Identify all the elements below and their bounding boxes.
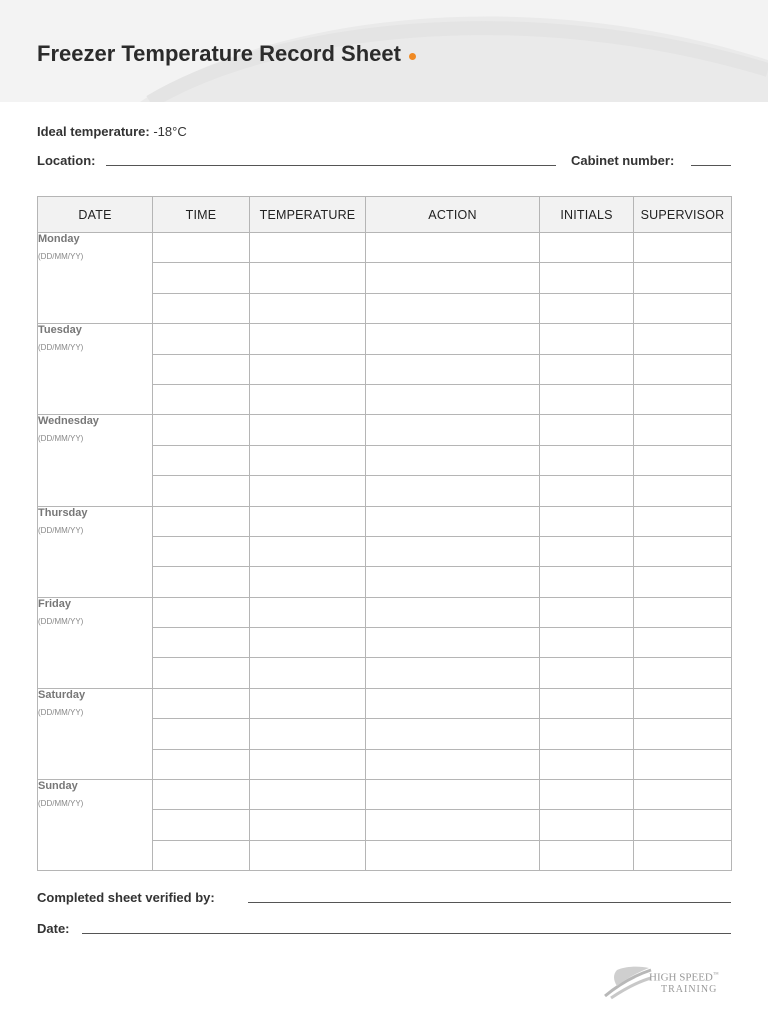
- day-name: Tuesday: [38, 324, 82, 337]
- table-row: [38, 415, 732, 445]
- time-cell[interactable]: [153, 688, 250, 718]
- initials-cell[interactable]: [540, 506, 634, 536]
- initials-cell[interactable]: [540, 324, 634, 354]
- supervisor-cell[interactable]: [634, 567, 732, 597]
- initials-cell[interactable]: [540, 445, 634, 475]
- supervisor-cell[interactable]: [634, 810, 732, 840]
- action-cell[interactable]: [366, 415, 540, 445]
- supervisor-cell[interactable]: [634, 324, 732, 354]
- time-cell[interactable]: [153, 749, 250, 779]
- table-row: [38, 324, 732, 354]
- supervisor-cell[interactable]: [634, 445, 732, 475]
- supervisor-cell[interactable]: [634, 628, 732, 658]
- time-cell[interactable]: [153, 324, 250, 354]
- action-cell[interactable]: [366, 780, 540, 810]
- ideal-temperature-label: Ideal temperature:: [37, 124, 150, 139]
- action-cell[interactable]: [366, 506, 540, 536]
- action-cell[interactable]: [366, 476, 540, 506]
- initials-cell[interactable]: [540, 415, 634, 445]
- temperature-cell[interactable]: [250, 628, 366, 658]
- temperature-cell[interactable]: [250, 506, 366, 536]
- temperature-cell[interactable]: [250, 597, 366, 627]
- day-name: Friday: [38, 597, 72, 610]
- action-cell[interactable]: [366, 536, 540, 566]
- initials-cell[interactable]: [540, 658, 634, 688]
- date-label: Date:: [37, 921, 70, 936]
- date-format-hint: (DD/MM/YY): [38, 434, 84, 444]
- temperature-log-table: [37, 196, 732, 871]
- supervisor-cell[interactable]: [634, 263, 732, 293]
- temperature-cell[interactable]: [250, 840, 366, 870]
- action-cell[interactable]: [366, 233, 540, 263]
- supervisor-cell[interactable]: [634, 476, 732, 506]
- date-cell-sunday[interactable]: [38, 780, 153, 871]
- action-cell[interactable]: [366, 263, 540, 293]
- action-cell[interactable]: [366, 384, 540, 414]
- time-cell[interactable]: [153, 840, 250, 870]
- initials-cell[interactable]: [540, 567, 634, 597]
- date-format-hint: (DD/MM/YY): [38, 707, 84, 717]
- temperature-cell[interactable]: [250, 476, 366, 506]
- ideal-temperature-value: -18°C: [153, 124, 187, 139]
- date-cell-wednesday[interactable]: [38, 415, 153, 506]
- temperature-cell[interactable]: [250, 719, 366, 749]
- table-row: [38, 688, 732, 718]
- supervisor-cell[interactable]: [634, 506, 732, 536]
- supervisor-cell[interactable]: [634, 354, 732, 384]
- table-row: [38, 780, 732, 810]
- time-cell[interactable]: [153, 506, 250, 536]
- high-speed-training-logo-icon: [603, 964, 653, 1000]
- table-row: [38, 597, 732, 627]
- column-header-date: DATE: [38, 197, 153, 233]
- date-format-hint: (DD/MM/YY): [38, 343, 84, 353]
- action-cell[interactable]: [366, 688, 540, 718]
- date-cell-saturday[interactable]: [38, 688, 153, 779]
- table-row: [38, 233, 732, 263]
- temperature-cell[interactable]: [250, 445, 366, 475]
- time-cell[interactable]: [153, 597, 250, 627]
- initials-cell[interactable]: [540, 597, 634, 627]
- supervisor-cell[interactable]: [634, 536, 732, 566]
- time-cell[interactable]: [153, 415, 250, 445]
- time-cell[interactable]: [153, 780, 250, 810]
- logo-trademark: ™: [712, 972, 719, 978]
- supervisor-cell[interactable]: [634, 719, 732, 749]
- time-cell[interactable]: [153, 384, 250, 414]
- date-format-hint: (DD/MM/YY): [38, 252, 84, 261]
- action-cell[interactable]: [366, 445, 540, 475]
- supervisor-cell[interactable]: [634, 658, 732, 688]
- date-cell-thursday[interactable]: [38, 506, 153, 597]
- date-format-hint: (DD/MM/YY): [38, 799, 84, 809]
- initials-cell[interactable]: [540, 688, 634, 718]
- supervisor-cell[interactable]: [634, 688, 732, 718]
- column-header-temperature: TEMPERATURE: [250, 197, 366, 233]
- initials-cell[interactable]: [540, 293, 634, 323]
- verified-by-field[interactable]: [248, 902, 731, 903]
- temperature-cell[interactable]: [250, 688, 366, 718]
- day-name: Wednesday: [38, 415, 99, 428]
- action-cell[interactable]: [366, 719, 540, 749]
- table-body: [38, 233, 732, 871]
- initials-cell[interactable]: [540, 780, 634, 810]
- initials-cell[interactable]: [540, 719, 634, 749]
- action-cell[interactable]: [366, 749, 540, 779]
- time-cell[interactable]: [153, 567, 250, 597]
- day-name: Monday: [38, 233, 80, 245]
- initials-cell[interactable]: [540, 233, 634, 263]
- temperature-cell[interactable]: [250, 658, 366, 688]
- time-cell[interactable]: [153, 628, 250, 658]
- action-cell[interactable]: [366, 324, 540, 354]
- temperature-cell[interactable]: [250, 384, 366, 414]
- time-cell[interactable]: [153, 658, 250, 688]
- table-header-row: [38, 197, 732, 233]
- temperature-cell[interactable]: [250, 354, 366, 384]
- date-cell-friday[interactable]: [38, 597, 153, 688]
- date-cell-tuesday[interactable]: [38, 324, 153, 415]
- time-cell[interactable]: [153, 293, 250, 323]
- initials-cell[interactable]: [540, 384, 634, 414]
- page-header: [0, 0, 768, 102]
- ideal-temperature: [37, 124, 187, 139]
- supervisor-cell[interactable]: [634, 384, 732, 414]
- initials-cell[interactable]: [540, 810, 634, 840]
- action-cell[interactable]: [366, 810, 540, 840]
- temperature-cell[interactable]: [250, 536, 366, 566]
- column-header-action: ACTION: [366, 197, 540, 233]
- table-row: [38, 506, 732, 536]
- cabinet-number-label: Cabinet number:: [571, 153, 675, 168]
- time-cell[interactable]: [153, 536, 250, 566]
- supervisor-cell[interactable]: [634, 415, 732, 445]
- page-title: Freezer Temperature Record Sheet: [37, 41, 416, 67]
- day-name: Thursday: [38, 506, 88, 519]
- column-header-initials: INITIALS: [540, 197, 634, 233]
- time-cell[interactable]: [153, 263, 250, 293]
- action-cell[interactable]: [366, 567, 540, 597]
- initials-cell[interactable]: [540, 476, 634, 506]
- accent-dot-icon: [409, 53, 416, 60]
- action-cell[interactable]: [366, 293, 540, 323]
- supervisor-cell[interactable]: [634, 749, 732, 779]
- time-cell[interactable]: [153, 810, 250, 840]
- temperature-cell[interactable]: [250, 567, 366, 597]
- temperature-cell[interactable]: [250, 749, 366, 779]
- temperature-cell[interactable]: [250, 415, 366, 445]
- logo-wordmark: [649, 970, 719, 995]
- temperature-cell[interactable]: [250, 293, 366, 323]
- time-cell[interactable]: [153, 233, 250, 263]
- temperature-cell[interactable]: [250, 324, 366, 354]
- supervisor-cell[interactable]: [634, 780, 732, 810]
- temperature-cell[interactable]: [250, 780, 366, 810]
- location-field[interactable]: [106, 165, 556, 166]
- action-cell[interactable]: [366, 354, 540, 384]
- supervisor-cell[interactable]: [634, 597, 732, 627]
- temperature-cell[interactable]: [250, 810, 366, 840]
- day-name: Saturday: [38, 688, 86, 701]
- column-header-time: TIME: [153, 197, 250, 233]
- time-cell[interactable]: [153, 476, 250, 506]
- verified-by-label: Completed sheet verified by:: [37, 890, 215, 905]
- initials-cell[interactable]: [540, 263, 634, 293]
- time-cell[interactable]: [153, 719, 250, 749]
- cabinet-number-field[interactable]: [691, 165, 731, 166]
- action-cell[interactable]: [366, 658, 540, 688]
- initials-cell[interactable]: [540, 628, 634, 658]
- initials-cell[interactable]: [540, 536, 634, 566]
- logo-line-2: TRAINING: [661, 983, 718, 995]
- date-cell-monday[interactable]: [38, 233, 153, 324]
- date-field[interactable]: [82, 933, 731, 934]
- time-cell[interactable]: [153, 354, 250, 384]
- logo-line-1: HIGH SPEED: [649, 971, 713, 984]
- action-cell[interactable]: [366, 840, 540, 870]
- day-name: Sunday: [38, 780, 78, 793]
- initials-cell[interactable]: [540, 749, 634, 779]
- temperature-cell[interactable]: [250, 263, 366, 293]
- date-format-hint: (DD/MM/YY): [38, 525, 84, 535]
- time-cell[interactable]: [153, 445, 250, 475]
- action-cell[interactable]: [366, 628, 540, 658]
- initials-cell[interactable]: [540, 840, 634, 870]
- supervisor-cell[interactable]: [634, 293, 732, 323]
- temperature-cell[interactable]: [250, 233, 366, 263]
- location-label: Location:: [37, 153, 96, 168]
- action-cell[interactable]: [366, 597, 540, 627]
- column-header-supervisor: SUPERVISOR: [634, 197, 732, 233]
- initials-cell[interactable]: [540, 354, 634, 384]
- date-format-hint: (DD/MM/YY): [38, 616, 84, 626]
- supervisor-cell[interactable]: [634, 840, 732, 870]
- supervisor-cell[interactable]: [634, 233, 732, 263]
